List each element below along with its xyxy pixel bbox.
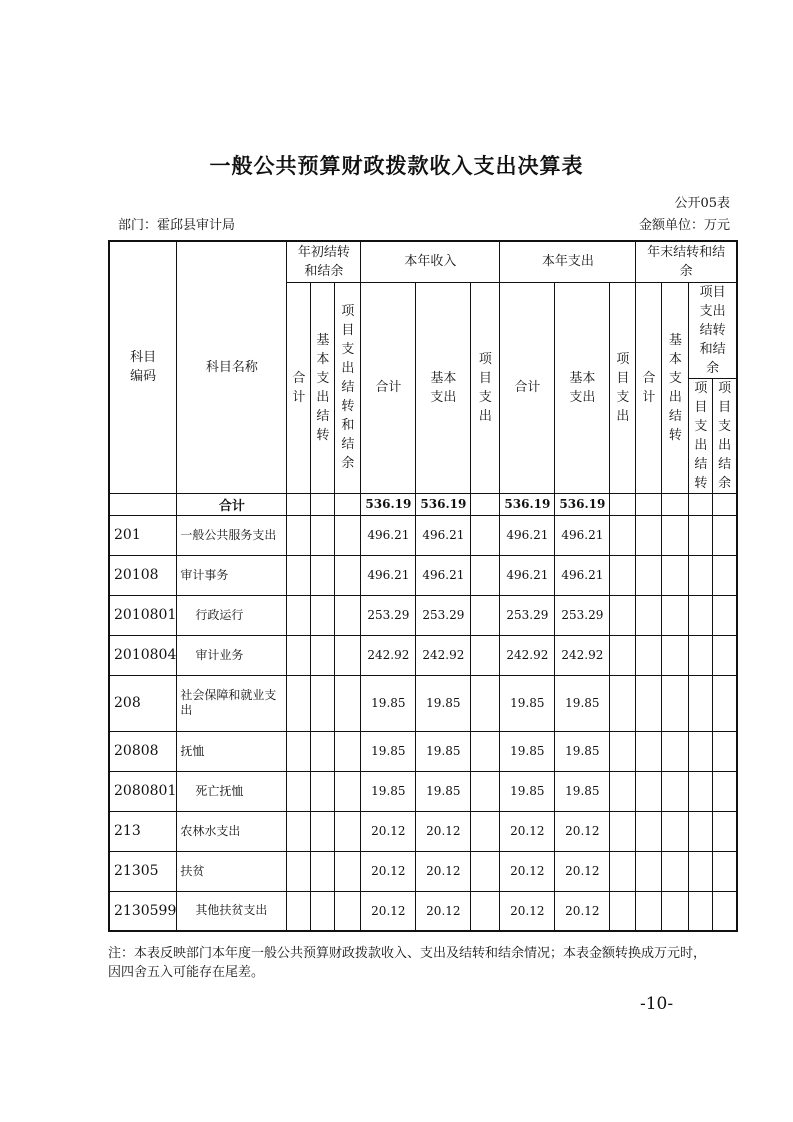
row-ending-project-balance: [713, 771, 737, 811]
row-income-basic: 20.12: [416, 891, 471, 931]
row-expense-total: 19.85: [500, 771, 555, 811]
row-income-total: 242.92: [361, 635, 416, 675]
footnote: 注：本表反映部门本年度一般公共预算财政拨款收入、支出及结转和结余情况；本表金额转换成万元时，因四舍五入可能存在尾差。: [108, 946, 707, 980]
row-income-basic: 496.21: [416, 515, 471, 555]
total-income-basic: 536.19: [416, 493, 471, 515]
row-income-basic: 20.12: [416, 811, 471, 851]
row-income-project: [471, 555, 500, 595]
row-ending-basic: [662, 675, 689, 731]
row-ending-project-balance: [713, 635, 737, 675]
row-beginning-project: [335, 595, 361, 635]
row-beginning-project: [335, 771, 361, 811]
row-income-basic: 20.12: [416, 851, 471, 891]
row-expense-basic: 242.92: [555, 635, 610, 675]
row-expense-total: 496.21: [500, 515, 555, 555]
row-expense-basic: 20.12: [555, 811, 610, 851]
row-beginning-project: [335, 891, 361, 931]
row-name: 扶贫: [177, 851, 287, 891]
row-beginning-project: [335, 635, 361, 675]
row-income-total: 253.29: [361, 595, 416, 635]
row-ending-project-carry: [689, 515, 713, 555]
row-income-project: [471, 771, 500, 811]
row-expense-project: [610, 731, 636, 771]
row-beginning-project: [335, 851, 361, 891]
row-ending-project-carry: [689, 851, 713, 891]
row-expense-project: [610, 515, 636, 555]
total-row: [109, 493, 737, 515]
row-income-total: 496.21: [361, 555, 416, 595]
row-ending-total: [636, 891, 662, 931]
row-expense-basic: 496.21: [555, 515, 610, 555]
total-income-total: 536.19: [361, 493, 416, 515]
row-ending-project-balance: [713, 515, 737, 555]
row-income-total: 496.21: [361, 515, 416, 555]
row-expense-total: 20.12: [500, 851, 555, 891]
header-ending: 年末结转和结余: [636, 241, 737, 282]
row-beginning-basic: [311, 771, 335, 811]
total-expense-basic: 536.19: [555, 493, 610, 515]
row-beginning-total: [287, 555, 311, 595]
row-expense-project: [610, 771, 636, 811]
page-number: -10-: [640, 994, 674, 1014]
row-beginning-basic: [311, 595, 335, 635]
row-beginning-basic: [311, 851, 335, 891]
row-code: 208: [109, 675, 177, 731]
row-income-basic: 242.92: [416, 635, 471, 675]
row-ending-total: [636, 771, 662, 811]
header-beginning-project: 项目支出结转和结余: [335, 282, 361, 493]
row-beginning-total: [287, 635, 311, 675]
table-row: [109, 595, 737, 635]
header-beginning-basic: 基本支出结转: [311, 282, 335, 493]
table-row: [109, 675, 737, 731]
row-name: 其他扶贫支出: [177, 891, 287, 931]
row-ending-basic: [662, 595, 689, 635]
row-ending-basic: [662, 635, 689, 675]
row-expense-project: [610, 675, 636, 731]
header-income-total: 合计: [361, 282, 416, 493]
row-expense-basic: 20.12: [555, 891, 610, 931]
row-ending-project-carry: [689, 595, 713, 635]
row-expense-total: 496.21: [500, 555, 555, 595]
row-ending-total: [636, 635, 662, 675]
row-income-project: [471, 595, 500, 635]
page-title: 一般公共预算财政拨款收入支出决算表: [209, 153, 584, 178]
row-code: 201: [109, 515, 177, 555]
row-ending-project-carry: [689, 891, 713, 931]
table-row: [109, 635, 737, 675]
header-beginning-total: 合计: [287, 282, 311, 493]
row-name: 审计业务: [177, 635, 287, 675]
row-beginning-basic: [311, 555, 335, 595]
row-name: 审计事务: [177, 555, 287, 595]
row-beginning-basic: [311, 891, 335, 931]
row-ending-project-balance: [713, 555, 737, 595]
header-ending-project-balance: 项目支出结余: [713, 378, 737, 493]
row-name: 社会保障和就业支出: [177, 675, 287, 731]
row-name: 一般公共服务支出: [177, 515, 287, 555]
total-expense-total: 536.19: [500, 493, 555, 515]
row-income-basic: 496.21: [416, 555, 471, 595]
row-income-basic: 19.85: [416, 731, 471, 771]
row-expense-basic: 20.12: [555, 851, 610, 891]
row-name: 死亡抚恤: [177, 771, 287, 811]
total-label: 合计: [177, 493, 287, 515]
row-ending-project-balance: [713, 595, 737, 635]
row-ending-basic: [662, 771, 689, 811]
row-ending-project-carry: [689, 675, 713, 731]
row-expense-project: [610, 891, 636, 931]
row-ending-project-carry: [689, 555, 713, 595]
table-row: [109, 771, 737, 811]
row-ending-project-balance: [713, 891, 737, 931]
row-code: 20808: [109, 731, 177, 771]
row-income-basic: 253.29: [416, 595, 471, 635]
row-ending-basic: [662, 891, 689, 931]
row-ending-basic: [662, 851, 689, 891]
row-income-total: 20.12: [361, 891, 416, 931]
row-ending-project-carry: [689, 731, 713, 771]
row-code: 2010801: [109, 595, 177, 635]
header-expense-basic: 基本支出: [555, 282, 610, 493]
row-code: 20108: [109, 555, 177, 595]
header-expense: 本年支出: [500, 241, 636, 282]
row-ending-project-balance: [713, 675, 737, 731]
row-expense-total: 19.85: [500, 731, 555, 771]
row-income-project: [471, 891, 500, 931]
row-code: 2130599: [109, 891, 177, 931]
row-ending-project-balance: [713, 731, 737, 771]
row-expense-basic: 19.85: [555, 731, 610, 771]
row-expense-total: 20.12: [500, 891, 555, 931]
row-ending-total: [636, 851, 662, 891]
row-beginning-basic: [311, 635, 335, 675]
row-ending-basic: [662, 811, 689, 851]
row-income-basic: 19.85: [416, 675, 471, 731]
header-ending-basic: 基本支出结转: [662, 282, 689, 493]
row-ending-total: [636, 731, 662, 771]
row-beginning-project: [335, 811, 361, 851]
row-expense-basic: 19.85: [555, 675, 610, 731]
row-expense-total: 242.92: [500, 635, 555, 675]
row-expense-basic: 496.21: [555, 555, 610, 595]
table-row: [109, 555, 737, 595]
row-beginning-project: [335, 675, 361, 731]
row-beginning-total: [287, 675, 311, 731]
header-expense-project: 项目支出: [610, 282, 636, 493]
row-income-total: 20.12: [361, 851, 416, 891]
row-income-total: 19.85: [361, 771, 416, 811]
row-beginning-total: [287, 595, 311, 635]
row-code: 21305: [109, 851, 177, 891]
row-beginning-total: [287, 891, 311, 931]
header-beginning: 年初结转和结余: [287, 241, 361, 282]
row-beginning-basic: [311, 811, 335, 851]
row-ending-total: [636, 811, 662, 851]
row-income-project: [471, 811, 500, 851]
row-ending-project-carry: [689, 771, 713, 811]
table-body: [109, 493, 737, 931]
header-expense-total: 合计: [500, 282, 555, 493]
header-code: 科目编码: [109, 241, 177, 493]
row-ending-project-balance: [713, 811, 737, 851]
row-expense-project: [610, 851, 636, 891]
row-name: 抚恤: [177, 731, 287, 771]
row-ending-total: [636, 675, 662, 731]
row-code: 213: [109, 811, 177, 851]
row-beginning-total: [287, 851, 311, 891]
row-income-project: [471, 851, 500, 891]
row-ending-total: [636, 515, 662, 555]
row-ending-basic: [662, 731, 689, 771]
row-beginning-basic: [311, 515, 335, 555]
row-expense-project: [610, 555, 636, 595]
row-income-basic: 19.85: [416, 771, 471, 811]
row-income-total: 20.12: [361, 811, 416, 851]
table-row: [109, 731, 737, 771]
header-income: 本年收入: [361, 241, 500, 282]
row-beginning-project: [335, 515, 361, 555]
row-code: 2010804: [109, 635, 177, 675]
row-expense-project: [610, 811, 636, 851]
department-label: 部门：霍邱县审计局: [118, 218, 236, 233]
row-expense-basic: 19.85: [555, 771, 610, 811]
table-row: [109, 851, 737, 891]
header-ending-project: 项目支出结转和结余: [689, 282, 737, 378]
table-row: [109, 811, 737, 851]
row-expense-total: 19.85: [500, 675, 555, 731]
table-header: [109, 241, 737, 493]
row-income-project: [471, 675, 500, 731]
row-expense-project: [610, 595, 636, 635]
row-name: 农林水支出: [177, 811, 287, 851]
row-beginning-total: [287, 771, 311, 811]
row-beginning-total: [287, 515, 311, 555]
row-income-total: 19.85: [361, 731, 416, 771]
header-ending-total: 合计: [636, 282, 662, 493]
row-name: 行政运行: [177, 595, 287, 635]
row-income-project: [471, 635, 500, 675]
row-ending-project-carry: [689, 635, 713, 675]
row-income-project: [471, 515, 500, 555]
row-beginning-basic: [311, 675, 335, 731]
row-expense-total: 20.12: [500, 811, 555, 851]
table-row: [109, 515, 737, 555]
row-beginning-project: [335, 731, 361, 771]
unit-label: 金额单位：万元: [638, 218, 730, 233]
row-expense-project: [610, 635, 636, 675]
row-income-project: [471, 731, 500, 771]
row-ending-total: [636, 595, 662, 635]
row-ending-basic: [662, 555, 689, 595]
header-income-basic: 基本支出: [416, 282, 471, 493]
row-ending-project-balance: [713, 851, 737, 891]
row-expense-total: 253.29: [500, 595, 555, 635]
row-beginning-project: [335, 555, 361, 595]
row-expense-basic: 253.29: [555, 595, 610, 635]
row-ending-basic: [662, 515, 689, 555]
budget-table: [108, 240, 738, 932]
header-ending-project-carry: 项目支出结转: [689, 378, 713, 493]
row-income-total: 19.85: [361, 675, 416, 731]
row-ending-total: [636, 555, 662, 595]
header-income-project: 项目支出: [471, 282, 500, 493]
header-name: 科目名称: [177, 241, 287, 493]
row-code: 2080801: [109, 771, 177, 811]
row-beginning-basic: [311, 731, 335, 771]
row-ending-project-carry: [689, 811, 713, 851]
row-beginning-total: [287, 731, 311, 771]
row-beginning-total: [287, 811, 311, 851]
table-row: [109, 891, 737, 931]
form-number: 公开05表: [674, 196, 730, 211]
